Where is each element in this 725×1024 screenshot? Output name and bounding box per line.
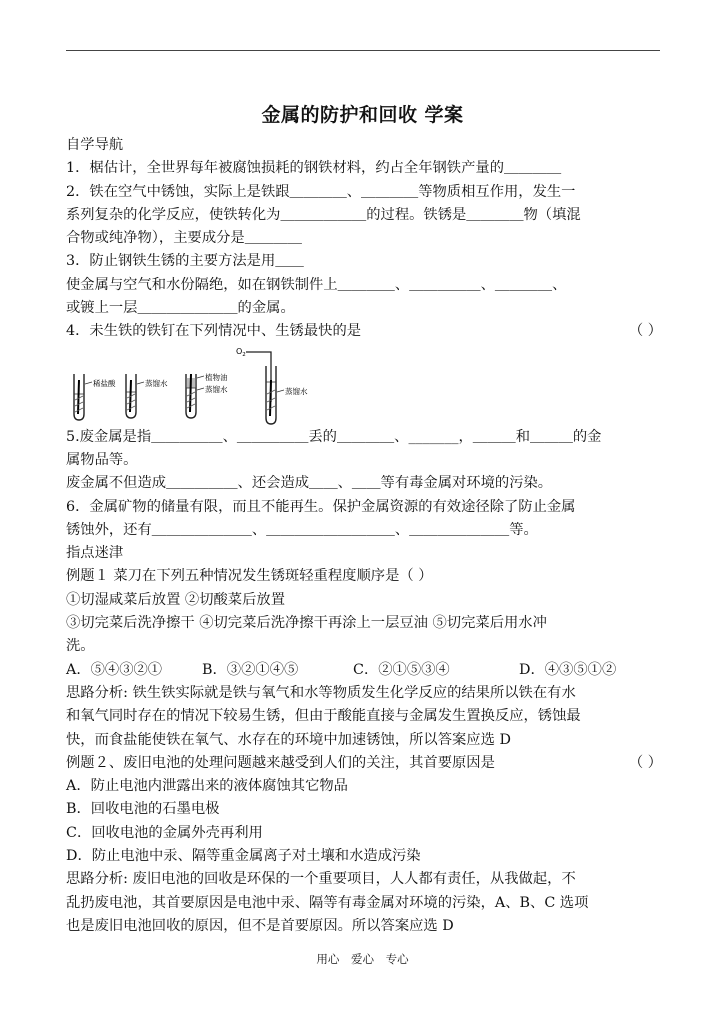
example-2-option-d: D．防止电池中汞、隔等重金属离子对土壤和水造成污染 [66,848,421,865]
example-1-options [66,659,662,682]
question-2-line-2: 系列复杂的化学反应，使铁转化为＿＿＿＿＿＿的过程。铁锈是＿＿＿＿物（填混 [66,206,581,223]
section-heading-guidance: 指点迷津 [66,545,124,562]
page-footer: 用心 爱心 专心 [316,952,409,966]
tube-a [74,374,116,426]
example-2-analysis-line-3: 也是废旧电池回收的原因，但不是首要原因。所以答案应选 D [66,917,454,934]
page-title: 金属的防护和回收 学案 [261,104,464,126]
document-body [66,134,662,938]
example-1-analysis-line-1: 思路分析: 铁生铁实际就是铁与氧气和水等物质发生化学反应的结果所以铁在有水 [66,684,576,701]
example-2-answer-paren: （ ） [628,754,662,771]
question-3-line-2: 使金属与空气和水份隔绝，如在钢铁制件上＿＿＿＿、＿＿＿＿＿、＿＿＿＿、 [66,276,567,293]
question-1: 1．椐估计，全世界每年被腐蚀损耗的钢铁材料，约占全年钢铁产量的＿＿＿＿ [66,160,562,177]
tube-c-label-oil: 植物油 [205,372,228,382]
question-5-line-2: 属物品等。 [66,451,138,468]
example-1-item-line-3: 洗。 [66,638,95,655]
header-rule [66,50,660,51]
option-c: C．②①⑤③④ [353,661,450,678]
question-6-line-2: 锈蚀外，还有＿＿＿＿＿＿＿、＿＿＿＿＿＿＿＿＿、＿＿＿＿＿＿＿等。 [66,521,538,538]
example-2-option-b: B．回收电池的石墨电极 [66,801,220,818]
example-2-option-a: A．防止电池内泄露出来的液体腐蚀其它物品 [66,778,348,795]
question-5-line-1: 5.废金属是指＿＿＿＿＿、＿＿＿＿＿丢的＿＿＿＿、_______，＿＿＿和＿＿＿的金 [66,428,602,445]
example-1-item-line-2: ③切完菜后洗净擦干 ④切完菜后洗净擦干再涂上一层豆油 ⑤切完菜后用水冲 [66,615,547,632]
example-2-question-text: 例题２、废旧电池的处理问题越来越受到人们的关注，其首要原因是 [66,754,495,771]
tube-c-label-water: 蒸馏水 [205,384,228,394]
example-2-question [66,752,662,775]
question-3-line-3: 或镀上一层＿＿＿＿＿＿＿的金属。 [66,300,295,317]
tube-c [186,372,228,426]
tube-b [126,374,168,426]
oxygen-label: $O_2$ [236,346,246,358]
option-d: D．④③⑤①② [519,661,617,678]
test-tube-figure [66,344,662,426]
example-2-option-c: C．回收电池的金属外壳再利用 [66,824,263,841]
option-a: A．⑤④③②① [66,661,163,678]
question-2-line-1: 2．铁在空气中锈蚀，实际上是铁跟＿＿＿＿、＿＿＿＿等物质相互作用，发生一 [66,183,576,200]
question-2-line-3: 合物或纯净物），主要成分是＿＿＿＿ [66,230,302,247]
question-3-line-1: 3．防止钢铁生锈的主要方法是用＿＿ [66,253,304,270]
example-1-question: 例题１ 菜刀在下列五种情况发生锈斑轻重程度顺序是（ ） [66,568,433,585]
question-5-line-3: 废金属不但造成＿＿＿＿＿、还会造成＿＿、＿＿等有毒金属对环境的污染。 [66,475,553,492]
example-2-analysis-line-2: 乱扔废电池，其首要原因是电池中汞、隔等有毒金属对环境的污染，A、B、C 选项 [66,894,589,911]
test-tube-diagram [66,344,346,426]
section-heading-self-study: 自学导航 [66,137,124,153]
tube-b-label: 蒸馏水 [145,378,168,388]
tube-a-label: 稀盐酸 [93,378,116,388]
option-b: B．③②①④⑤ [202,661,299,678]
question-4-text: 4．未生铁的铁钉在下列情况中、生锈最快的是 [66,323,362,340]
tube-d-label: 蒸馏水 [285,386,308,396]
example-1-analysis-line-3: 快，而食盐能使铁在氧气、水存在的环境中加速锈蚀，所以答案应选 D [66,731,511,748]
question-4 [66,320,662,343]
example-2-analysis-line-1: 思路分析: 废旧电池的回收是环保的一个重要项目，人人都有责任，从我做起，不 [66,871,576,888]
question-6-line-1: 6．金属矿物的储量有限，而且不能再生。保护金属资源的有效途径除了防止金属 [66,498,576,515]
example-1-analysis-line-2: 和氧气同时存在的情况下较易生锈，但由于酸能直接与金属发生置换反应，锈蚀最 [66,708,581,725]
question-4-answer-paren: （ ） [628,323,662,340]
tube-d [236,347,308,426]
example-1-item-line-1: ①切湿咸菜后放置 ②切酸菜后放置 [66,591,285,608]
